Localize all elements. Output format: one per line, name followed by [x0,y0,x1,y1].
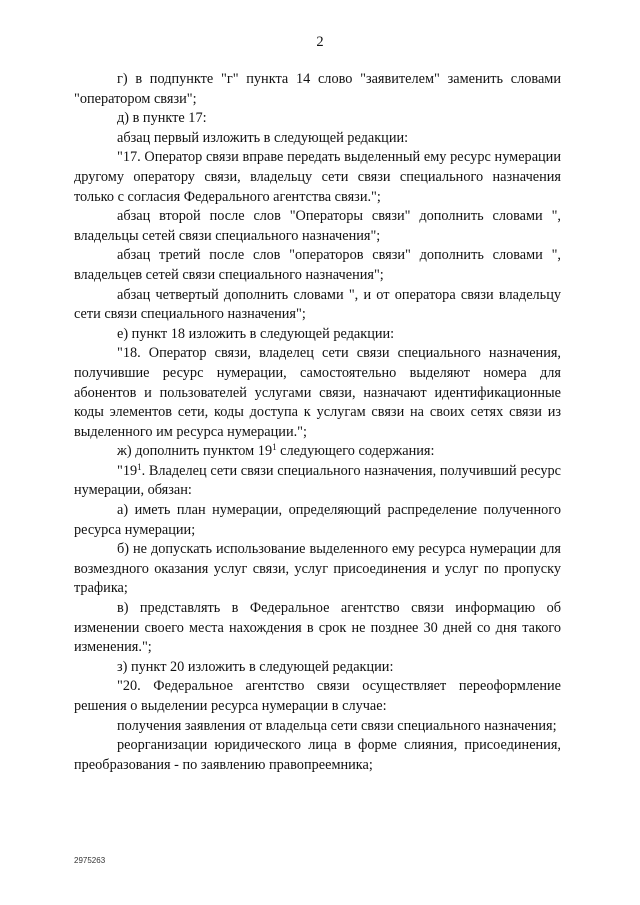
document-body [74,70,561,775]
paragraph [74,286,561,325]
paragraph [74,148,561,207]
paragraph-text-continued: следующего содержания: [276,443,435,460]
paragraph [74,246,561,285]
page-number: 2 [316,34,324,50]
paragraph [74,717,561,737]
paragraph-text: з) пункт 20 изложить в следующей редакции: [117,658,394,675]
paragraph-text: е) пункт 18 изложить в следующей редакции: [117,325,395,342]
paragraph-text: г) в подпункте "г" пункта 14 слово "заявителем" заменить словами "оператором связи"; [74,71,561,107]
paragraph-text: абзац первый изложить в следующей редакции: [117,129,409,146]
paragraph-text: абзац четвертый дополнить словами ", и от оператора связи владельцу сети связи специального назначения"; [74,286,561,323]
paragraph [74,325,561,345]
paragraph-text: ж) дополнить пунктом 19 [117,443,273,460]
paragraph [74,540,561,599]
paragraph-text: "17. Оператор связи вправе передать выделенный ему ресурс нумерации другому оператору связи, владельцу сети связи специального назначения только с согласия Федерального агентства связи."; [74,149,561,205]
paragraph [74,677,561,716]
paragraph [74,501,561,540]
paragraph [74,442,561,462]
paragraph-text: "19 [117,462,138,479]
paragraph-text: б) не допускать использование выделенного ему ресурса нумерации для возмездного оказания услуг связи, услуг присоединения и услуг по пропуску трафика; [74,541,561,597]
paragraph-text: д) в пункте 17: [117,110,207,127]
paragraph-text: абзац второй после слов "Операторы связи" дополнить словами ", владельцы сетей связи специального назначения"; [74,208,561,244]
document-code: 2975263 [74,856,106,865]
paragraph-text: "20. Федеральное агентство связи осуществляет переоформление решения о выделении ресурса нумерации в случае: [74,678,561,714]
paragraph [74,658,561,678]
paragraph [74,462,561,501]
paragraph-text: в) представлять в Федеральное агентство связи информацию об изменении своего места нахождения в срок не позднее 30 дней со дня такого изменения."; [74,600,561,656]
paragraph [74,736,561,775]
paragraph [74,207,561,246]
paragraph-text: абзац третий после слов "операторов связи" дополнить словами ", владельцев сетей связи специального назначения"; [74,247,561,283]
paragraph [74,344,561,442]
paragraph-text: "18. Оператор связи, владелец сети связи специального назначения, получившие ресурс нумерации, самостоятельно выделяют номера для абонентов и пользователей услугами связи, назначают идентификационные коды элементов сети, коды доступа к услугам связи на своих сетях связи из выделенного им ресурса нумерации."; [74,345,561,440]
paragraph-text-continued: . Владелец сети связи специального назначения, получивший ресурс нумерации, обязан: [74,462,561,499]
paragraph [74,70,561,109]
paragraph-text: а) иметь план нумерации, определяющий распределение полученного ресурса нумерации; [74,502,561,538]
superscript-index: 1 [272,442,277,453]
paragraph-text: получения заявления от владельца сети связи специального назначения; [117,717,557,734]
paragraph [74,599,561,658]
superscript-index: 1 [137,461,142,472]
paragraph-text: реорганизации юридического лица в форме слияния, присоединения, преобразования - по заявлению правопреемника; [74,737,561,773]
paragraph [74,109,561,129]
paragraph [74,129,561,149]
